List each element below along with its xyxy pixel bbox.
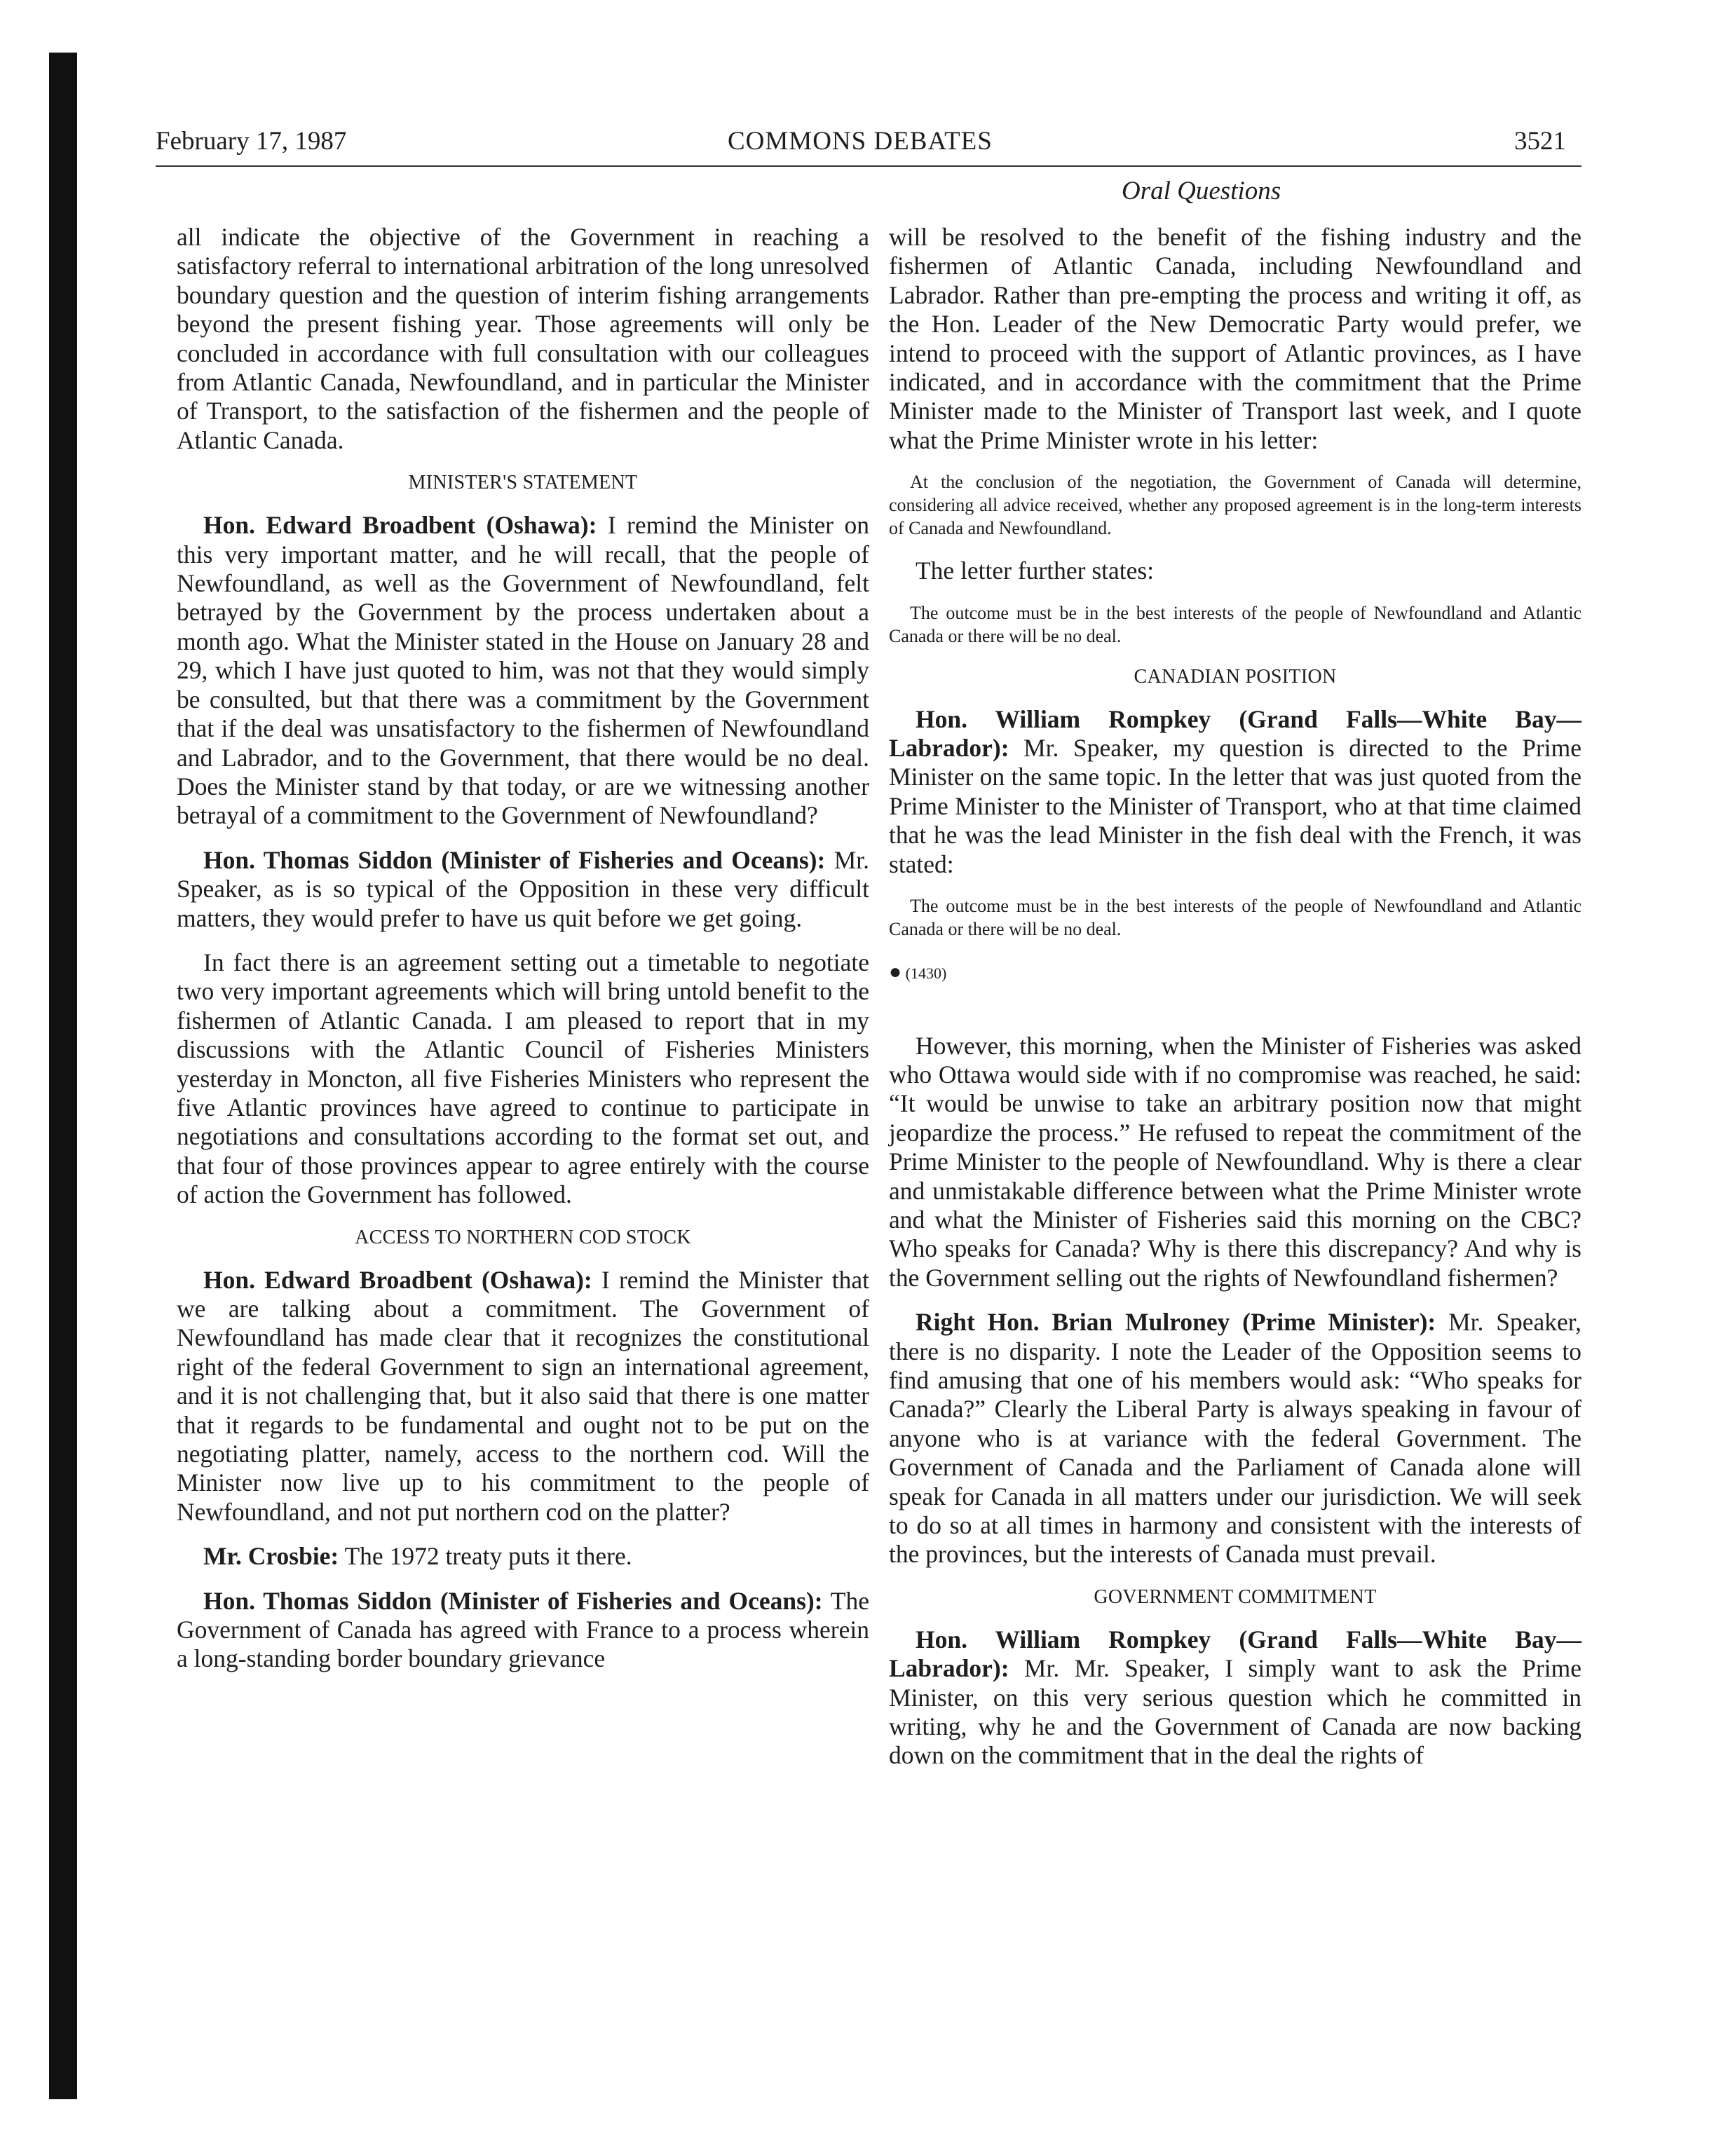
paragraph — [889, 1625, 1581, 1770]
speaker-name: Right Hon. Brian Mulroney (Prime Minister): — [916, 1308, 1436, 1337]
quotation: At the conclusion of the negotiation, the Government of Canada will determine, considering all advice received, whether any proposed agreement is in the long-term interests of Canada and Newfoundland. — [889, 472, 1581, 539]
speech-text: I remind the Minister on this very important matter, and he will recall, that the people of Newfoundland, as well as the Government of Newfoundland, felt betrayed by the Government by the process undertaken about a month ago. What the Minister stated in the House on January 28 and 29, which I have just quoted to him, was not that they would simply be consulted, but that there was a commitment by the Government that if the deal was unsatisfactory to the fishermen of Newfoundland and Labrador, and to the Government, that there would be no deal. Does the Minister stand by that today, or are we witnessing another betrayal of a commitment to the Government of Newfoundland? — [177, 511, 870, 830]
paragraph — [889, 705, 1581, 879]
speaker-name: Hon. Edward Broadbent (Oshawa): — [203, 1265, 592, 1294]
paragraph — [177, 1542, 869, 1571]
paragraph: The letter further states: — [916, 557, 1155, 585]
time-marker-text: (1430) — [905, 964, 947, 983]
speech-text: I remind the Minister that we are talking about a commitment. The Government of Newfoundland has made clear that it recognizes the constitutional right of the federal Government to sign an international agreement, and it is not challenging that, but it also said that there is one matter that it regards to be fundamental and ought not to be put on the negotiating platter, namely, access to the northern cod. Will the Minister now live up to his commitment to the people of Newfoundland, and not put northern cod on the platter? — [177, 1265, 869, 1526]
paragraph: In fact there is an agreement setting out a timetable to negotiate two very important agreements which will bring untold benefit to the fishermen of Atlantic Canada. I am pleased to report that in my discussions with the Atlantic Council of Fisheries Ministers yesterday in Moncton, all five Fisheries Ministers who represent the five Atlantic provinces have agreed to continue to participate in negotiations and consultations according to the format set out, and that four of those provinces appear to agree entirely with the course of action the Government has followed. — [177, 948, 869, 1209]
spacer — [889, 1007, 1581, 1032]
speech-text: Mr. Speaker, there is no disparity. I note the Leader of the Opposition seems to find amusing that one of his members would ask: “Who speaks for Canada?” Clearly the Liberal Party is always speaking in favour of anyone who is at variance with the federal Government. The Government of Canada and the Parliament of Canada alone will speak for Canada in all matters under our jurisdiction. We will seek to do so at all times in harmony and consistent with the interests of the provinces, but the interests of Canada must prevail. — [889, 1308, 1582, 1569]
header-date: February 17, 1987 — [156, 127, 347, 156]
right-column — [889, 223, 1581, 1786]
paragraph — [177, 1587, 869, 1674]
speech-text: Mr. Speaker, my question is directed to the Prime Minister on the same topic. In the letter that was just quoted from the Prime Minister to the Minister of Transport, who at that time claimed that he was the lead Minister in the fish deal with the French, it was stated: — [889, 734, 1581, 878]
speaker-name: Hon. Thomas Siddon (Minister of Fisheries and Oceans): — [203, 845, 826, 874]
paragraph — [177, 846, 869, 933]
speaker-name: Hon. William Rompkey (Grand Falls—White Bay—Labrador): — [889, 1625, 1581, 1683]
time-marker — [889, 957, 1581, 988]
quotation: The outcome must be in the best interests of the people of Newfoundland and Atlantic Canada or there will be no deal. — [889, 602, 1581, 646]
speaker-name: Hon. Thomas Siddon (Minister of Fisheries and Oceans): — [203, 1586, 823, 1615]
speech-text: The 1972 treaty puts it there. — [339, 1542, 632, 1571]
bullet-icon: ● — [889, 960, 902, 984]
paragraph — [177, 1266, 869, 1527]
header-rule — [156, 165, 1581, 167]
paragraph — [177, 511, 869, 830]
section-subheader: Oral Questions — [1122, 177, 1281, 205]
paragraph: all indicate the objective of the Government in reaching a satisfactory referral to international arbitration of the long unresolved boundary question and the question of interim fishing arrangements beyond the present fishing year. Those agreements will only be concluded in accordance with full consultation with our colleagues from Atlantic Canada, Newfoundland, and in particular the Minister of Transport, to the satisfaction of the fishermen and the people of Atlantic Canada. — [177, 223, 869, 454]
speaker-name: Mr. Crosbie: — [203, 1542, 339, 1571]
speaker-name: Hon. Edward Broadbent (Oshawa): — [203, 511, 597, 540]
section-heading: GOVERNMENT COMMITMENT — [1094, 1585, 1377, 1608]
speech-text: The Government of Canada has agreed with France to a process wherein a long-standing border boundary grievance — [177, 1586, 869, 1673]
page-number: 3521 — [1514, 127, 1566, 156]
section-heading: CANADIAN POSITION — [1134, 665, 1337, 688]
speech-text: Mr. Mr. Speaker, I simply want to ask the Prime Minister, on this very serious question which he committed in writing, why he and the Government of Canada are now backing down on the commitment that in the deal the rights of — [889, 1654, 1581, 1770]
paragraph: will be resolved to the benefit of the fishing industry and the fishermen of Atlantic Canada, including Newfoundland and Labrador. Rather than pre-empting the process and writing it off, as the Hon. Leader of the New Democratic Party would prefer, we intend to proceed with the support of Atlantic provinces, as I have indicated, and in accordance with the commitment that the Prime Minister made to the Minister of Transport last week, and I quote what the Prime Minister wrote in his letter: — [889, 223, 1581, 454]
paragraph — [889, 1308, 1581, 1569]
paragraph: However, this morning, when the Minister of Fisheries was asked who Ottawa would side with if no compromise was reached, he said: “It would be unwise to take an arbitrary position now that might jeopardize the process.” He refused to repeat the commitment of the Prime Minister to the people of Newfoundland. Why is there a clear and unmistakable difference between what the Prime Minister wrote and what the Minister of Fisheries said this morning on the CBC? Who speaks for Canada? Why is there this discrepancy? And why is the Government selling out the rights of Newfoundland fishermen? — [889, 1031, 1581, 1292]
speech-text: Mr. Speaker, as is so typical of the Opposition in these very difficult matters, they would prefer to have us quit before we get going. — [177, 845, 870, 932]
header-title: COMMONS DEBATES — [728, 127, 993, 156]
speaker-name: Hon. William Rompkey (Grand Falls—White Bay—Labrador): — [889, 704, 1581, 763]
quotation: The outcome must be in the best interests of the people of Newfoundland and Atlantic Canada or there will be no deal. — [889, 896, 1581, 940]
section-heading: ACCESS TO NORTHERN COD STOCK — [355, 1226, 691, 1248]
section-heading: MINISTER'S STATEMENT — [408, 472, 638, 494]
left-column — [177, 223, 869, 1689]
scan-edge — [49, 53, 77, 2099]
